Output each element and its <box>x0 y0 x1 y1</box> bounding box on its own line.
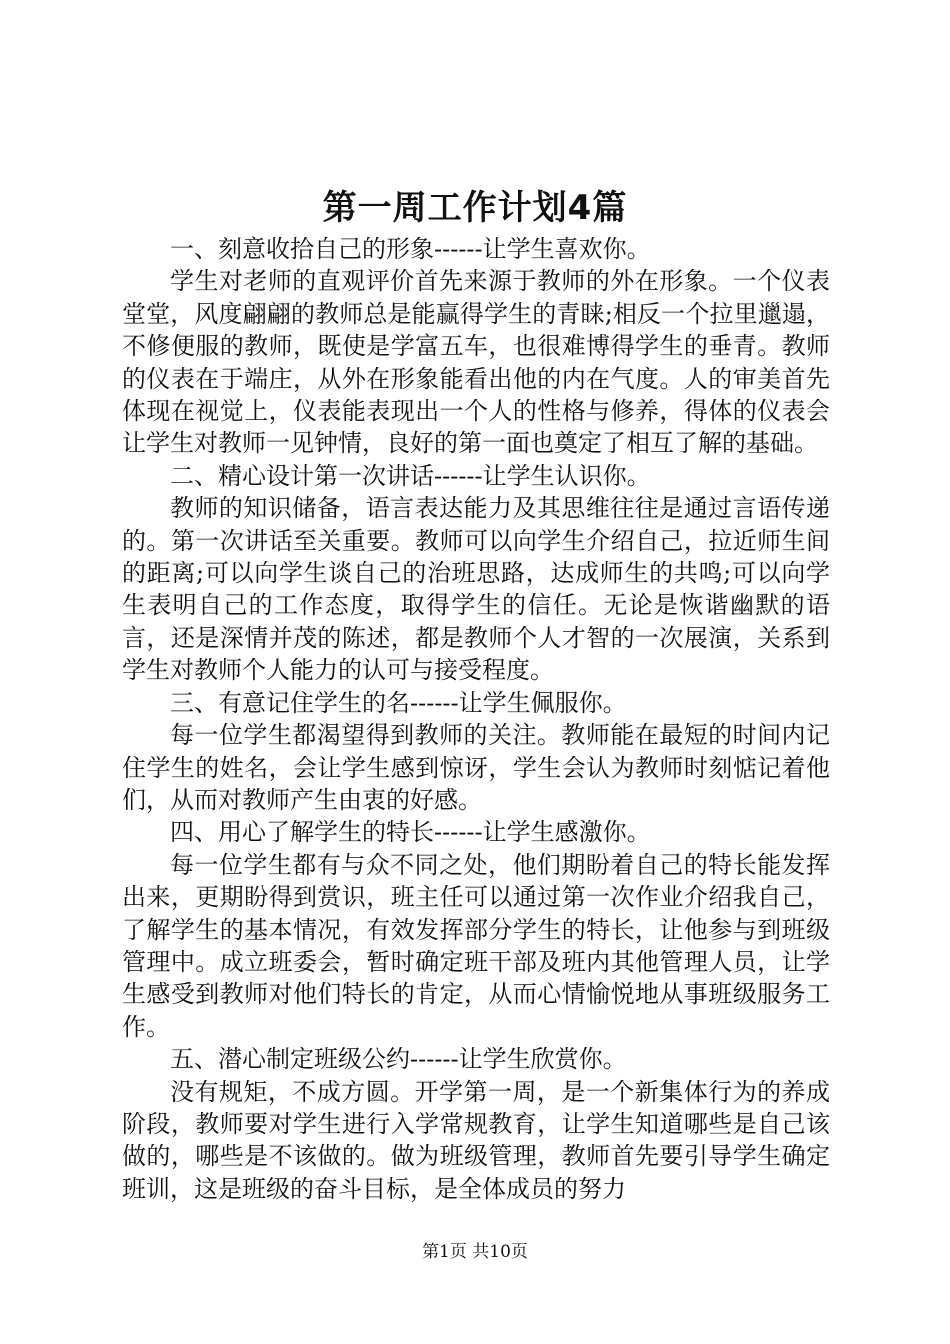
document-title: 第一周工作计划4篇 <box>322 188 628 228</box>
heading-1: 一、刻意收拾自己的形象------让学生喜欢你。 <box>170 235 651 263</box>
heading-2: 二、精心设计第一次讲话------让学生认识你。 <box>170 461 651 490</box>
page-footer: 第1页 共10页 <box>422 1242 528 1262</box>
document-body <box>122 233 830 1205</box>
heading-5: 五、潜心制定班级公约------让学生欣赏你。 <box>170 1045 627 1074</box>
paragraph-5: 没有规矩，不成方圆。开学第一周，是一个新集体行为的养成阶段，教师要对学生进行入学常规教育，让学生知道哪些是自己该做的，哪些是不该做的。做为班级管理，教师首先要引导学生确定班训，这是班级的奋斗目标，是全体成员的努力 <box>122 1077 830 1203</box>
heading-3: 三、有意记住学生的名------让学生佩服你。 <box>170 688 627 717</box>
paragraph-4: 每一位学生都有与众不同之处，他们期盼着自己的特长能发挥出来，更期盼得到赏识，班主任可以通过第一次作业介绍我自己，了解学生的基本情况，有效发挥部分学生的特长，让他参与到班级管理中。成立班委会，暂时确定班干部及班内其他管理人员，让学生感受到教师对他们特长的肯定，从而心情愉悦地从事班级服务工作。 <box>122 850 830 1041</box>
paragraph-1: 学生对老师的直观评价首先来源于教师的外在形象。一个仪表堂堂，风度翩翩的教师总是能赢得学生的青睐;相反一个拉里邋遢，不修便服的教师，既使是学富五车，也很难博得学生的垂青。教师的仪表在于端庄，从外在形象能看出他的内在气度。人的审美首先体现在视觉上，仪表能表现出一个人的性格与修养，得体的仪表会让学生对教师一见钟情，良好的第一面也奠定了相互了解的基础。 <box>122 267 830 458</box>
heading-4: 四、用心了解学生的特长------让学生感激你。 <box>170 818 651 847</box>
paragraph-3: 每一位学生都渴望得到教师的关注。教师能在最短的时间内记住学生的姓名，会让学生感到惊讶，学生会认为教师时刻惦记着他们，从而对教师产生由衷的好感。 <box>122 721 830 814</box>
paragraph-2: 教师的知识储备，语言表达能力及其思维往往是通过言语传递的。第一次讲话至关重要。教师可以向学生介绍自己，拉近师生间的距离;可以向学生谈自己的治班思路，达成师生的共鸣;可以向学生表明自己的工作态度，取得学生的信任。无论是恢谐幽默的语言，还是深情并茂的陈述，都是教师个人才智的一次展演，关系到学生对教师个人能力的认可与接受程度。 <box>122 494 830 685</box>
